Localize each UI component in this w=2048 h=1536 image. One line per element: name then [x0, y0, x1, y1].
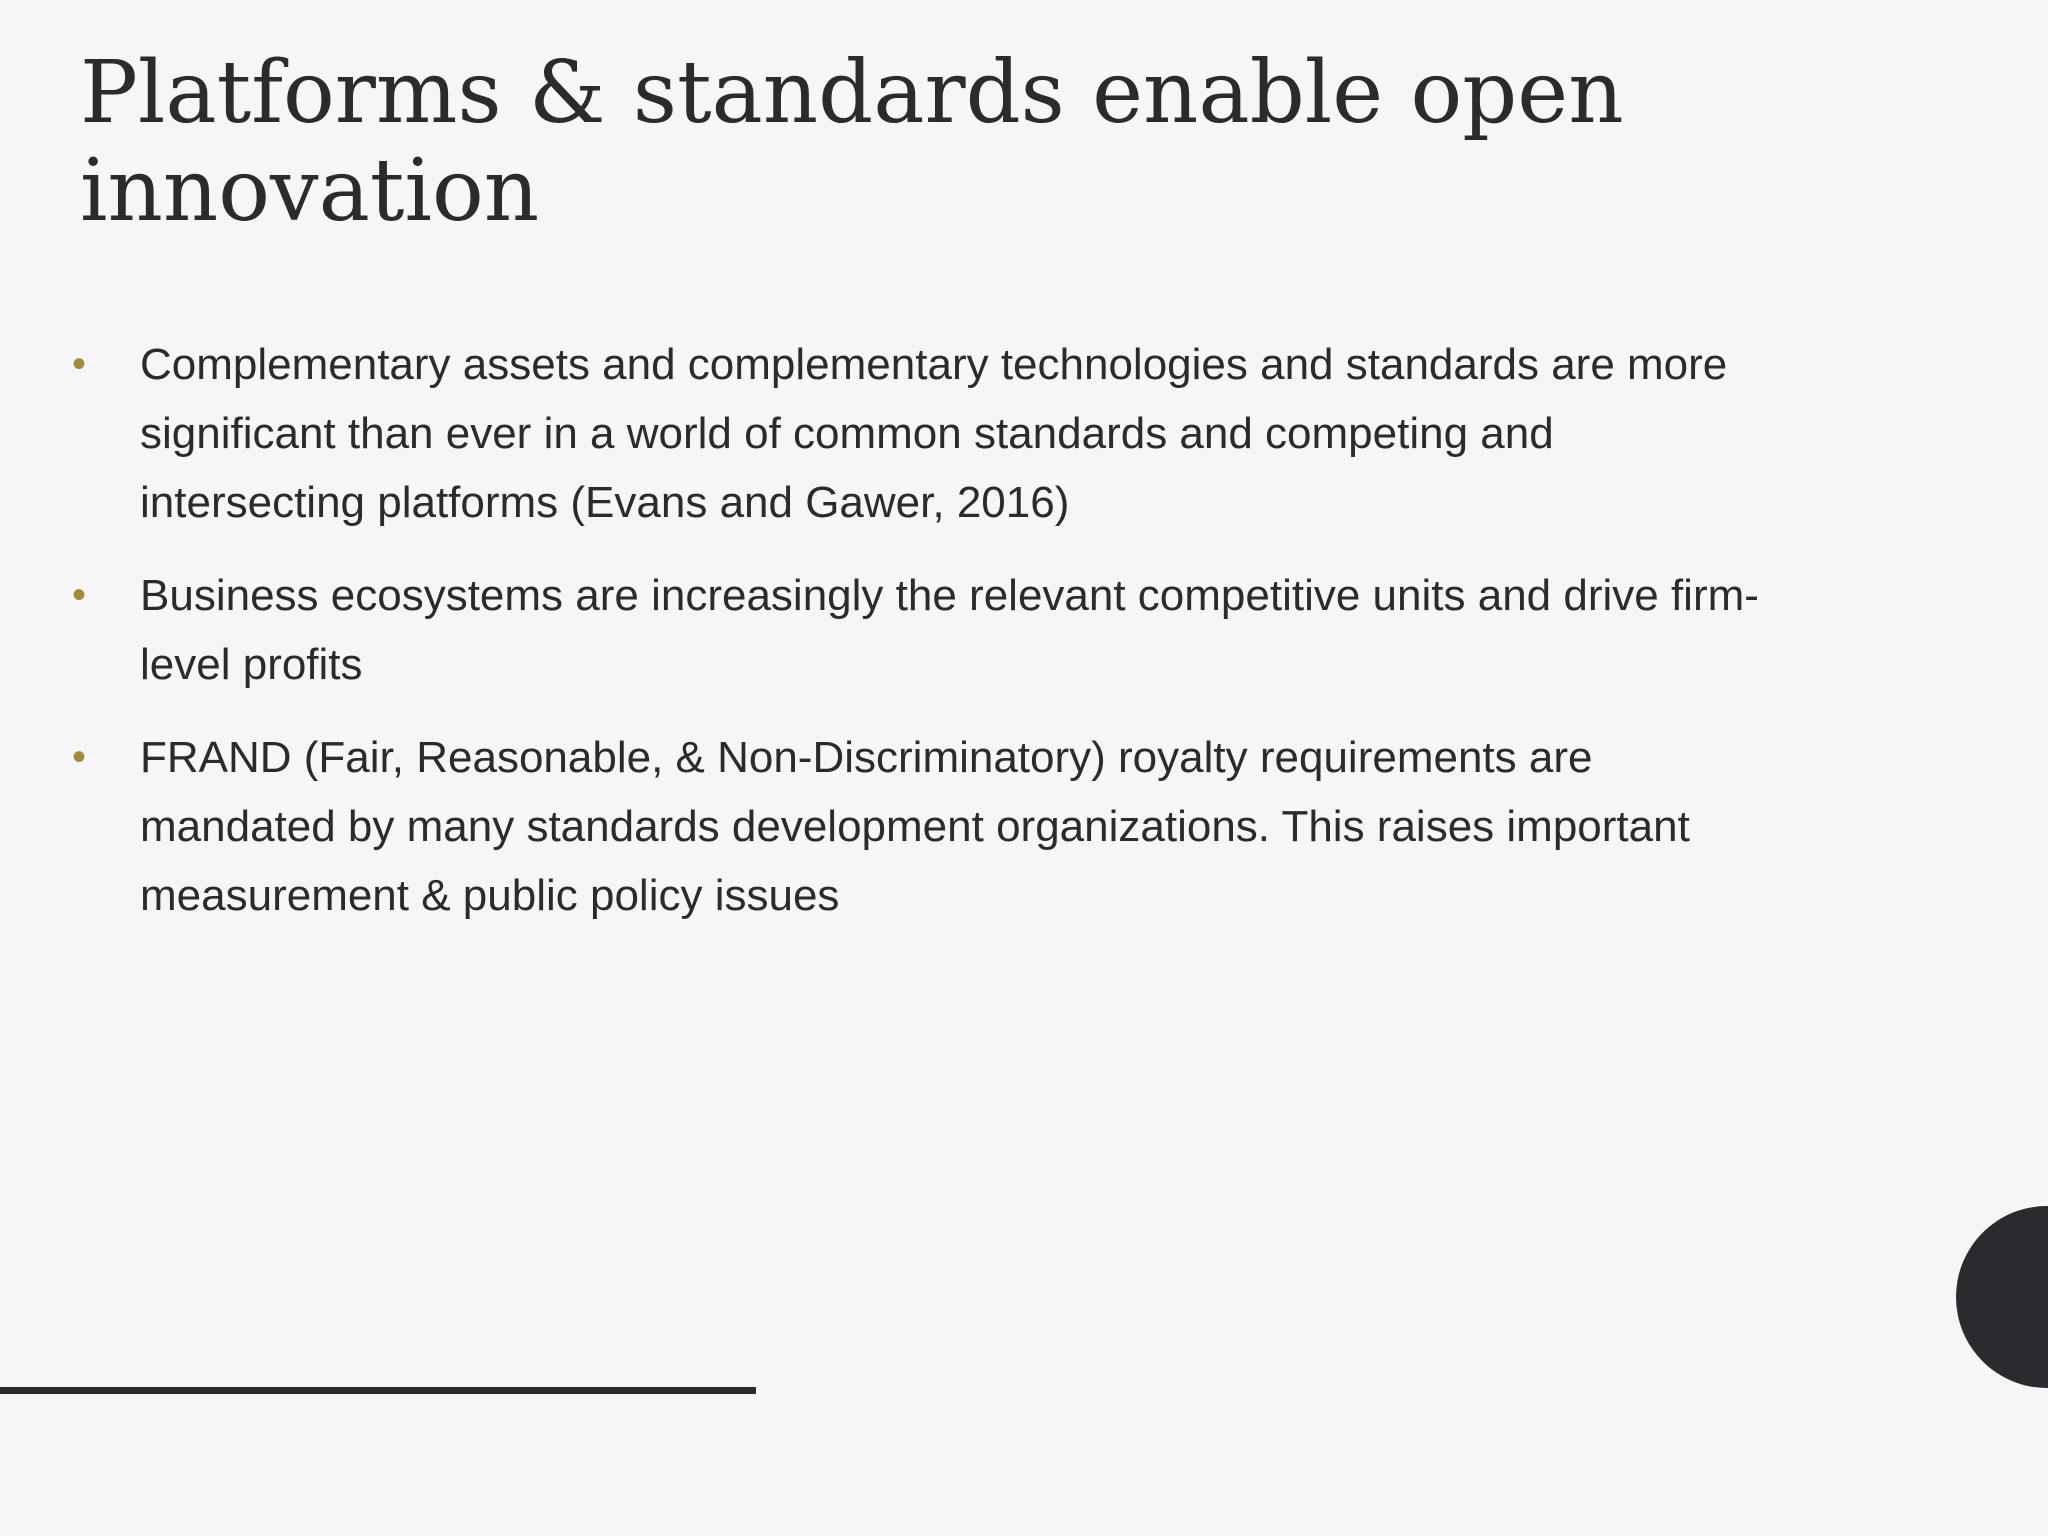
bullet-item [70, 561, 1790, 699]
bullet-item [70, 330, 1790, 537]
bullet-list [70, 330, 1790, 954]
slide-title: Platforms & standards enable open innovation [80, 43, 1624, 241]
decorative-bottom-rule [0, 1387, 756, 1394]
bullet-text: Business ecosystems are increasingly the relevant competitive units and drive firm-level profits [140, 571, 1759, 689]
bullet-text: Complementary assets and complementary technologies and standards are more significant than ever in a world of common standards and competing and intersecting platforms (Evans and Gawer, 2016) [140, 340, 1728, 527]
bullet-text: FRAND (Fair, Reasonable, & Non-Discriminatory) royalty requirements are mandated by many standards development organizations. This raises important measurement & public policy issues [140, 733, 1690, 920]
bullet-item [70, 723, 1790, 930]
bullet-dot-icon: • [72, 342, 87, 386]
bullet-dot-icon: • [72, 573, 87, 617]
decorative-circle-shape [1956, 1206, 2048, 1388]
bullet-dot-icon: • [72, 735, 87, 779]
